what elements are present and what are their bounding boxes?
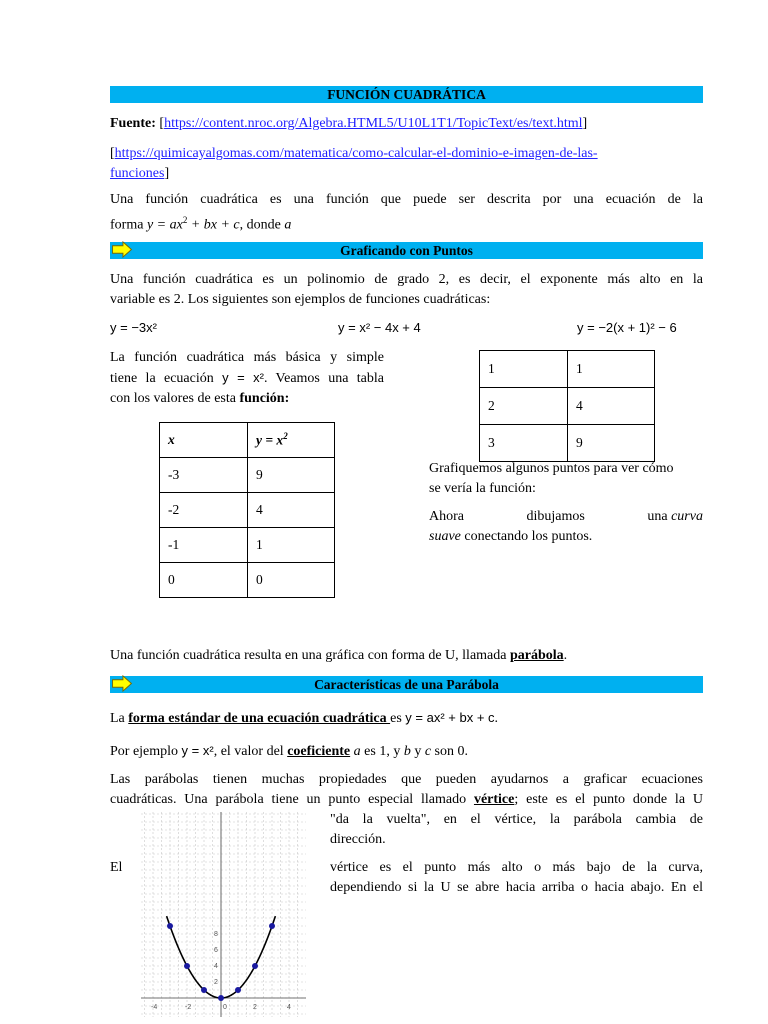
values-table-right	[479, 350, 655, 462]
table-row	[480, 388, 655, 425]
table-cell-x: 1	[480, 351, 568, 388]
props-line-3: "da la vuelta", en el vértice, la parábola cambia de	[330, 812, 703, 827]
graph-point	[269, 923, 275, 929]
x-tick-label: 4	[287, 1004, 291, 1011]
section-bar-caracteristicas	[110, 676, 703, 693]
graf-paragraph	[429, 459, 703, 499]
graph-point	[252, 963, 258, 969]
section-bar-graficando	[110, 242, 703, 259]
basic-function-paragraph	[110, 348, 384, 409]
properties-paragraph	[110, 770, 703, 810]
example-equation-2: y = x² − 4x + 4	[338, 320, 421, 335]
basic-line-1: La función cuadrática más básica y simple	[110, 350, 384, 365]
source-line-2: [https://quimicayalgomas.com/matematica/como-calcular-el-dominio-e-imagen-de-las- funciones]	[110, 146, 598, 181]
vertex-paragraph	[330, 858, 703, 898]
table-cell-x: 0	[160, 563, 248, 598]
graf-line-2: se vería la función:	[429, 481, 536, 496]
intro-line-1: Una función cuadrática es una función que puede ser descrita por una ecuación de la	[110, 192, 703, 207]
table-header-x: x	[160, 423, 248, 458]
source-link-2b[interactable]: funciones	[110, 166, 165, 181]
ahora-line-2: suave conectando los puntos.	[429, 529, 593, 544]
standard-form-line: La forma estándar de una ecuación cuadrática es y = ax² + bx + c.	[110, 710, 499, 726]
table-row	[160, 493, 335, 528]
table-row	[480, 351, 655, 388]
vertex-line-1: vértice es el punto más alto o más bajo de la curva,	[330, 860, 703, 875]
x-tick-label: -2	[185, 1004, 192, 1011]
values-table-left	[159, 422, 335, 598]
source-link-1[interactable]: https://content.nroc.org/Algebra.HTML5/U10L1T1/TopicText/es/text.html	[164, 116, 583, 131]
parabola-sentence: Una función cuadrática resulta en una gráfica con forma de U, llamada parábola.	[110, 648, 568, 663]
y-tick-label: 4	[214, 963, 218, 970]
table-cell-y: 1	[568, 351, 655, 388]
table-row	[480, 425, 655, 462]
graph-grid	[141, 812, 306, 1017]
intro-line-2: forma $y = ax^2$ + bx + c, donde a	[110, 215, 292, 233]
basic-equation: y = x²	[222, 370, 264, 385]
section-title-caracteristicas: Características de una Parábola	[314, 677, 499, 692]
table-cell-x: -3	[160, 458, 248, 493]
x-tick-label: 2	[253, 1004, 257, 1011]
section1-line-1: Una función cuadrática es un polinomio de grado 2, es decir, el exponente más alto en la	[110, 272, 703, 287]
basic-line-3: con los valores de esta función:	[110, 391, 290, 406]
ahora-line-1: Ahora dibujamos una curva	[429, 509, 703, 524]
graph-point	[201, 987, 207, 993]
graph-point	[235, 987, 241, 993]
graph-point	[167, 923, 173, 929]
table-cell-y: 9	[248, 458, 335, 493]
table-cell-x: -2	[160, 493, 248, 528]
parabola-graph	[136, 812, 312, 1024]
x-tick-label: 0	[223, 1004, 227, 1011]
vertex-line-2: dependiendo si la U se abre hacia arriba o hacia abajo. En el	[330, 880, 703, 895]
table-header-y: $y = x^2$	[248, 423, 335, 458]
section1-paragraph	[110, 270, 703, 310]
table-row	[160, 458, 335, 493]
graph-axes	[141, 812, 306, 1017]
example-equation-1: y = −3x²	[110, 320, 157, 335]
coeficiente-term: coeficiente	[287, 744, 351, 759]
source-label: Fuente:	[110, 116, 156, 131]
section1-line-2: variable es 2. Los siguientes son ejemplos de funciones cuadráticas:	[110, 292, 491, 307]
table-row	[160, 528, 335, 563]
basic-line-2: tiene la ecuación y = x². Veamos una tabla	[110, 370, 384, 386]
ahora-paragraph	[429, 507, 703, 547]
table-cell-y: 4	[568, 388, 655, 425]
source-link-2a[interactable]: https://quimicayalgomas.com/matematica/como-calcular-el-dominio-e-imagen-de-las-	[114, 146, 598, 161]
props-line-1: Las parábolas tienen muchas propiedades que pueden ayudarnos a graficar ecuaciones	[110, 772, 703, 787]
y-tick-label: 8	[214, 931, 218, 938]
vertice-term: vértice	[473, 792, 515, 807]
table-cell-y: 9	[568, 425, 655, 462]
table-cell-x: -1	[160, 528, 248, 563]
properties-continued	[330, 810, 703, 850]
title-bar	[110, 86, 703, 103]
table-cell-y: 4	[248, 493, 335, 528]
example-equation-3: y = −2(x + 1)² − 6	[577, 320, 677, 335]
table-row	[160, 563, 335, 598]
table-cell-x: 3	[480, 425, 568, 462]
standard-form-equation: y = ax² + bx + c	[405, 710, 495, 725]
arrow-right-icon	[111, 675, 133, 692]
y-tick-label: 2	[214, 979, 218, 986]
props-line-4: dirección.	[330, 832, 386, 847]
parabola-term: parábola	[509, 648, 564, 663]
intro-paragraph	[110, 190, 703, 236]
props-line-2: cuadráticas. Una parábola tiene un punto especial llamado vértice; este es el punto donde la U	[110, 792, 703, 807]
table-header-row	[160, 423, 335, 458]
table-cell-y: 0	[248, 563, 335, 598]
table-cell-y: 1	[248, 528, 335, 563]
page-title: FUNCIÓN CUADRÁTICA	[327, 87, 486, 102]
source-line: Fuente: [https://content.nroc.org/Algebra.HTML5/U10L1T1/TopicText/es/text.html]	[110, 116, 588, 131]
graf-line-1: Grafiquemos algunos puntos para ver cómo	[429, 461, 674, 476]
x-tick-label: -4	[151, 1004, 158, 1011]
section-title-graficando: Graficando con Puntos	[340, 243, 473, 258]
el-word: El	[110, 860, 123, 875]
table-cell-x: 2	[480, 388, 568, 425]
arrow-right-icon	[111, 241, 133, 258]
example-equation: y = x²	[181, 743, 214, 758]
example-line: Por ejemplo y = x², el valor del coeficiente a es 1, y b y c son 0.	[110, 743, 468, 759]
graph-point	[184, 963, 190, 969]
standard-form-term: forma estándar de una ecuación cuadrática	[128, 711, 391, 726]
y-tick-label: 6	[214, 947, 218, 954]
graph-point	[218, 995, 224, 1001]
